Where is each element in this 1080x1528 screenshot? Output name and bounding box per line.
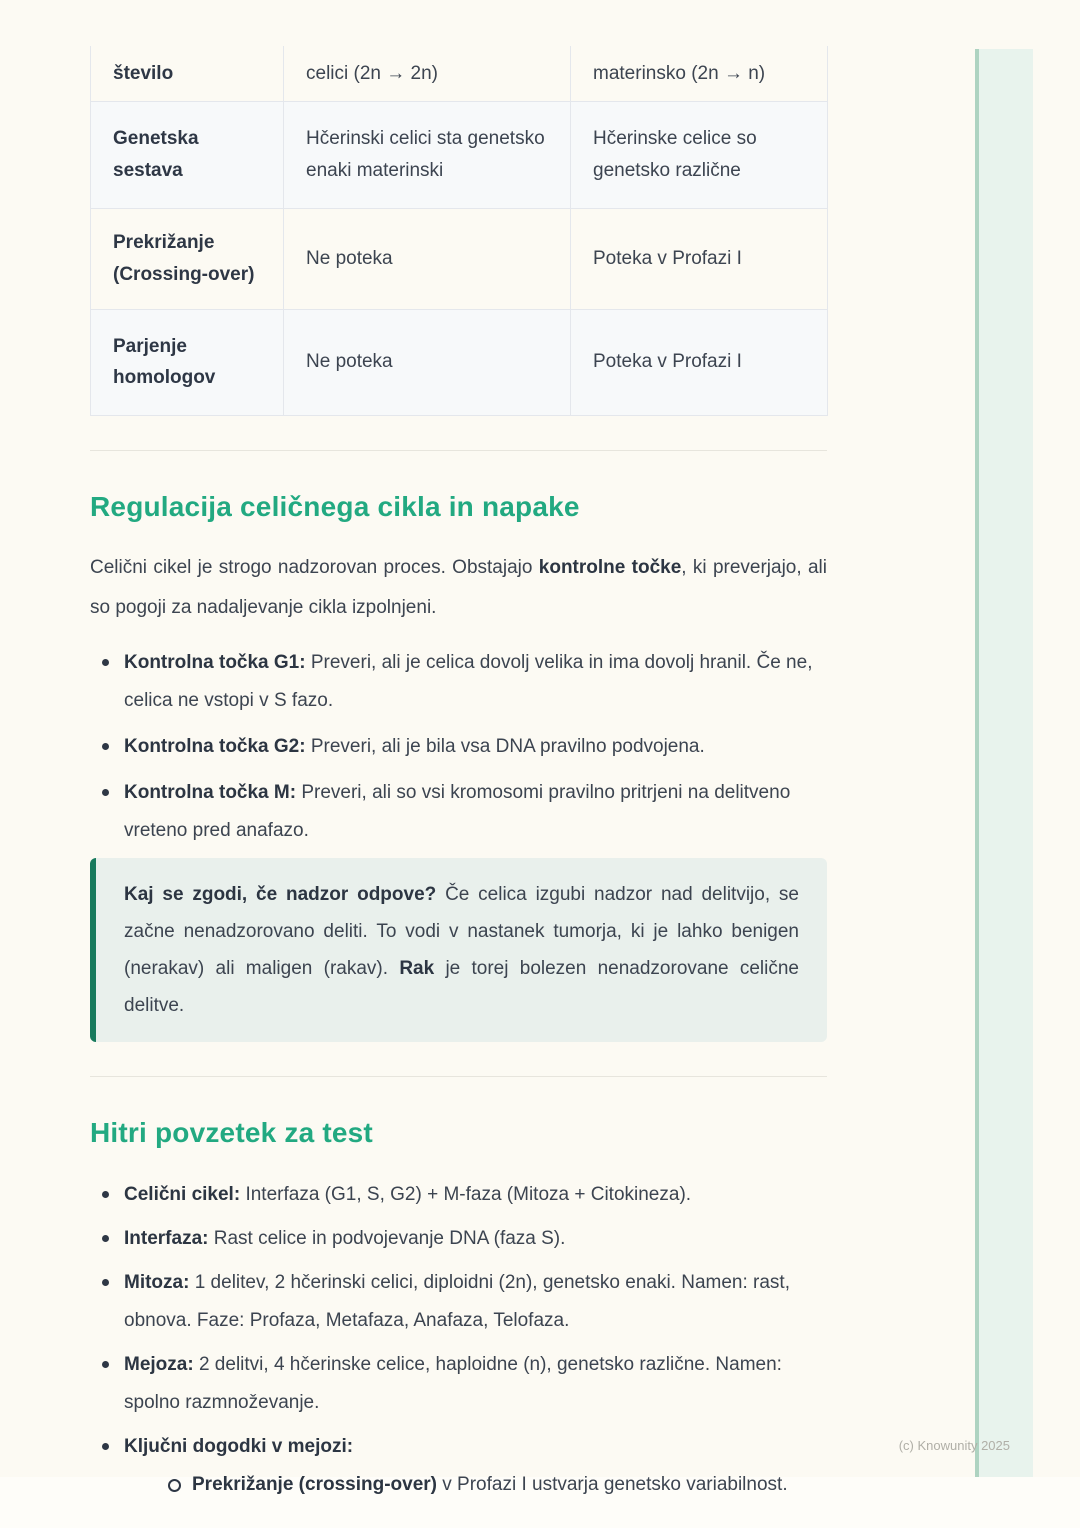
mitoza-cell: Hčerinski celici sta genetsko enaki materinski [284,101,571,208]
section-title-regulacija: Regulacija celičnega cikla in napake [90,490,580,522]
row-label: Parjenje homologov [91,309,284,415]
list-item-checkpoint-g2 [90,728,827,766]
table-row [91,309,828,415]
row-label: Prekrižanje (Crossing-over) [91,208,284,309]
bullet-lead: Kontrolna točka G1: [124,651,306,673]
callout-box [90,858,827,1042]
summary-list [90,1176,827,1504]
list-item-checkpoint-m [90,774,827,850]
bullet-lead: Interfaza: [124,1227,209,1249]
bullet-lead: Mitoza: [124,1271,190,1293]
row-label: število [91,46,284,101]
bullet-lead: Ključni dogodki v mejozi: [124,1435,354,1457]
mejoza-cell: Poteka v Profazi I [571,309,828,415]
bullet-text: Preveri, ali je celica dovolj velika in ima dovolj hranil. Če ne, celica ne vstopi v S fazo. [124,651,813,711]
list-item-prekrizanje [158,1466,827,1504]
list-item-mejoza [90,1346,827,1422]
mejoza-cell: materinsko (2n → n) [571,46,828,101]
bullet-lead: Celični cikel: [124,1183,241,1205]
callout-text-end: je torej bolezen nenadzorovane celične delitve. [124,957,800,1016]
mitoza-cell: Ne poteka [284,208,571,309]
section-divider [90,1076,827,1077]
callout-paragraph [124,876,799,1024]
bullet-text: Preveri, ali je bila vsa DNA pravilno podvojena. [305,735,705,757]
intro-paragraph [90,548,827,628]
section-title-povzetek: Hitri povzetek za test [90,1116,373,1148]
bullet-text: 2 delitvi, 4 hčerinske celice, haploidne (n), genetsko različne. Namen: spolno razmnoževanje. [124,1353,782,1413]
bullet-lead: Kontrolna točka M: [124,781,297,803]
row-label: Genetska sestava [91,101,284,208]
table-row [91,46,828,101]
mejoza-cell: Poteka v Profazi I [571,208,828,309]
list-item-interfaza [90,1220,827,1258]
list-item-celicni-cikel [90,1176,827,1214]
mejoza-cell: Hčerinske celice so genetsko različne [571,101,828,208]
bullet-text: Rast celice in podvojevanje DNA (faza S). [208,1227,566,1249]
subbullet-lead: Prekrižanje (crossing-over) [192,1473,437,1495]
bullet-text: Preveri, ali so vsi kromosomi pravilno pritrjeni na delitveno vreteno pred anafazo. [124,781,791,841]
mitoza-cell: celici (2n → 2n) [284,46,571,101]
document-content [90,46,827,1510]
list-item-checkpoint-g1 [90,644,827,720]
bullet-text: 1 delitev, 2 hčerinski celici, diploidni (2n), genetsko enaki. Namen: rast, obnova. Faze: Profaza, Metafaza, Anafaza, Telofaza. [124,1271,790,1331]
bullet-lead: Mejoza: [124,1353,194,1375]
intro-text-end: , ki preverjajo, ali so pogoji za nadaljevanje cikla izpolnjeni. [90,556,827,618]
callout-bold-term: Rak [399,957,435,979]
section-divider [90,450,827,451]
mitoza-cell: Ne poteka [284,309,571,415]
intro-bold-term: kontrolne točke [538,556,682,578]
copyright-notice: (c) Knowunity 2025 [898,1438,1010,1453]
table-row [91,101,828,208]
mitosis-meiosis-comparison-table [90,46,828,416]
bullet-lead: Kontrolna točka G2: [124,735,306,757]
intro-text: Celični cikel je strogo nadzorovan proces. Obstajajo [90,556,539,578]
table-row [91,208,828,309]
subbullet-text: v Profazi I ustvarja genetsko variabilnost. [436,1473,788,1495]
callout-lead: Kaj se zgodi, če nadzor odpove? [124,883,437,905]
checkpoint-list [90,644,827,850]
list-item-mitoza [90,1264,827,1340]
callout-text: Če celica izgubi nadzor nad delitvijo, se začne nenadzorovano deliti. To vodi v nastanek tumorja, ki je lahko benigen (nerakav) ali maligen (rakav). [124,883,799,979]
right-accent-stripe [975,49,1033,1477]
bullet-text: Interfaza (G1, S, G2) + M-faza (Mitoza + Citokineza). [240,1183,692,1205]
key-events-sublist [124,1466,827,1504]
